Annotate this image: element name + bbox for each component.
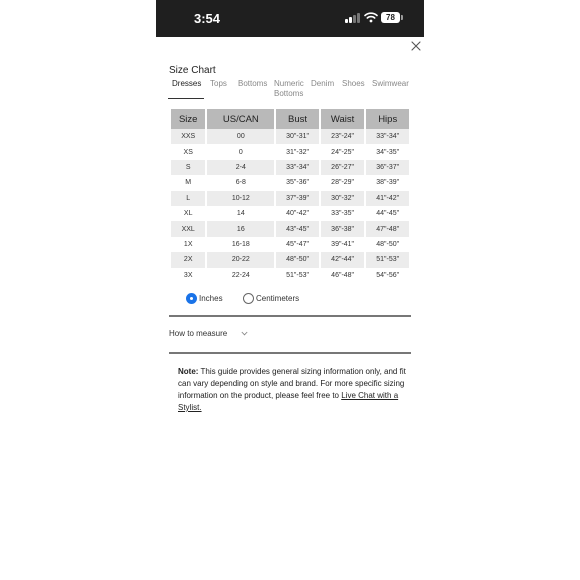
- page-title: Size Chart: [169, 65, 216, 76]
- cell-waist: 36"-38": [321, 221, 365, 236]
- phone-screen: [156, 0, 424, 580]
- table-row: [171, 206, 409, 221]
- header-us-can: US/CAN: [207, 109, 274, 129]
- header-bust: Bust: [276, 109, 319, 129]
- cell-hips: 44"-45": [366, 206, 409, 221]
- close-icon[interactable]: [410, 40, 422, 52]
- cell-bust: 33"-34": [276, 160, 319, 175]
- table-row: [171, 191, 409, 206]
- cell-size: XXL: [171, 221, 205, 236]
- cell-waist: 30"-32": [321, 191, 365, 206]
- cell-size: S: [171, 160, 205, 175]
- note-prefix: Note:: [178, 367, 199, 376]
- cell-bust: 37"-39": [276, 191, 319, 206]
- cell-us-can: 10-12: [207, 191, 274, 206]
- table-header-row: [171, 109, 409, 129]
- cell-size: XL: [171, 206, 205, 221]
- cell-waist: 33"-35": [321, 206, 365, 221]
- table-row: [171, 268, 409, 283]
- cell-waist: 46"-48": [321, 268, 365, 283]
- cell-waist: 39"-41": [321, 237, 365, 252]
- wifi-icon: [364, 11, 378, 23]
- cell-waist: 26"-27": [321, 160, 365, 175]
- size-chart-table: [169, 109, 411, 283]
- cell-size: XXS: [171, 129, 205, 144]
- table-row: [171, 237, 409, 252]
- tab-swimwear[interactable]: Swimwear: [372, 79, 409, 88]
- header-waist: Waist: [321, 109, 365, 129]
- cell-hips: 34"-35": [366, 144, 409, 159]
- inches-radio[interactable]: [186, 293, 197, 304]
- chevron-down-icon[interactable]: [241, 331, 248, 336]
- how-to-measure-toggle[interactable]: How to measure: [169, 329, 228, 338]
- cell-hips: 33"-34": [366, 129, 409, 144]
- cell-hips: 54"-56": [366, 268, 409, 283]
- cell-us-can: 20-22: [207, 252, 274, 267]
- cell-us-can: 16-18: [207, 237, 274, 252]
- cell-hips: 48"-50": [366, 237, 409, 252]
- centimeters-radio[interactable]: [243, 293, 254, 304]
- cellular-signal-icon: [345, 13, 361, 23]
- table-row: [171, 175, 409, 190]
- cell-size: M: [171, 175, 205, 190]
- tab-bottoms[interactable]: Bottoms: [238, 79, 268, 88]
- cell-us-can: 0: [207, 144, 274, 159]
- cell-us-can: 00: [207, 129, 274, 144]
- cell-hips: 51"-53": [366, 252, 409, 267]
- cell-size: 2X: [171, 252, 205, 267]
- status-time: 3:54: [194, 11, 221, 26]
- cell-us-can: 6-8: [207, 175, 274, 190]
- tab-shoes[interactable]: Shoes: [342, 79, 365, 88]
- cell-hips: 36"-37": [366, 160, 409, 175]
- cell-size: XS: [171, 144, 205, 159]
- header-size: Size: [171, 109, 205, 129]
- cell-bust: 31"-32": [276, 144, 319, 159]
- note-body: This guide provides general sizing information only, and fit can vary depending on style and brand. For more specific sizing information on the product, please feel free to: [178, 367, 406, 400]
- cell-hips: 47"-48": [366, 221, 409, 236]
- table-row: [171, 252, 409, 267]
- cell-us-can: 16: [207, 221, 274, 236]
- live-chat-link[interactable]: Live Chat with a Stylist.: [178, 391, 399, 412]
- cell-us-can: 2-4: [207, 160, 274, 175]
- cell-bust: 35"-36": [276, 175, 319, 190]
- cell-hips: 38"-39": [366, 175, 409, 190]
- tab-numeric-bottoms[interactable]: Numeric Bottoms: [274, 79, 304, 98]
- cell-waist: 24"-25": [321, 144, 365, 159]
- active-tab-underline: [168, 98, 204, 99]
- table-row: [171, 129, 409, 144]
- cell-waist: 42"-44": [321, 252, 365, 267]
- centimeters-label[interactable]: Centimeters: [256, 294, 300, 303]
- table-row: [171, 160, 409, 175]
- tab-tops[interactable]: Tops: [210, 79, 227, 88]
- cell-hips: 41"-42": [366, 191, 409, 206]
- cell-us-can: 14: [207, 206, 274, 221]
- battery-tip: [401, 15, 403, 20]
- inches-label[interactable]: Inches: [199, 294, 223, 303]
- cell-bust: 51"-53": [276, 268, 319, 283]
- divider: [169, 315, 411, 317]
- table-row: [171, 144, 409, 159]
- cell-us-can: 22-24: [207, 268, 274, 283]
- tab-dresses[interactable]: Dresses: [172, 79, 202, 88]
- cell-size: 3X: [171, 268, 205, 283]
- battery-icon: 78: [381, 12, 400, 23]
- cell-bust: 48"-50": [276, 252, 319, 267]
- cell-size: L: [171, 191, 205, 206]
- cell-bust: 45"-47": [276, 237, 319, 252]
- status-bar: [156, 0, 424, 37]
- table-row: [171, 221, 409, 236]
- header-hips: Hips: [366, 109, 409, 129]
- tab-denim[interactable]: Denim: [311, 79, 335, 88]
- cell-waist: 28"-29": [321, 175, 365, 190]
- cell-bust: 30"-31": [276, 129, 319, 144]
- sizing-note: [178, 366, 410, 414]
- cell-waist: 23"-24": [321, 129, 365, 144]
- cell-size: 1X: [171, 237, 205, 252]
- cell-bust: 40"-42": [276, 206, 319, 221]
- divider: [169, 352, 411, 354]
- cell-bust: 43"-45": [276, 221, 319, 236]
